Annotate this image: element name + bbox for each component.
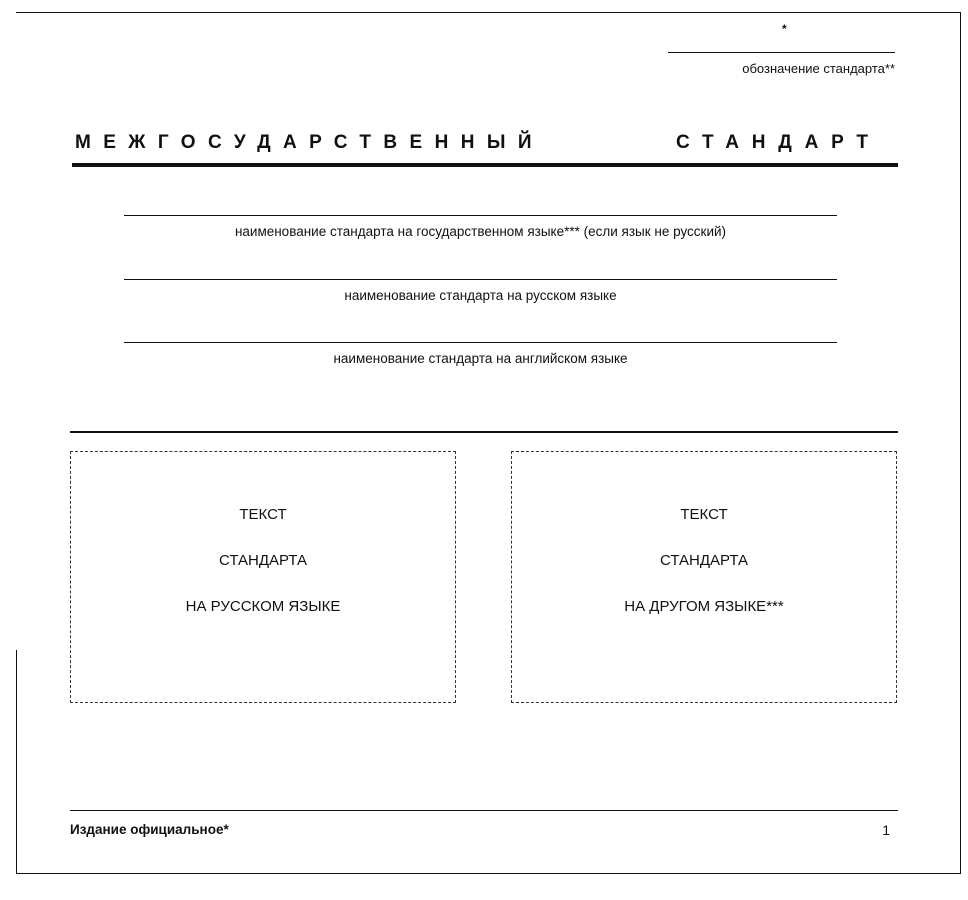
section-separator — [70, 431, 898, 433]
russian-box-line-3: НА РУССКОМ ЯЗЫКЕ — [185, 598, 341, 615]
other-box-line-1: ТЕКСТ — [680, 506, 728, 523]
designation-line — [668, 52, 895, 53]
state-language-name-line — [124, 215, 837, 216]
russian-box-line-2: СТАНДАРТА — [218, 552, 307, 569]
russian-text-box — [70, 451, 456, 703]
official-edition-label: Издание официальное* — [70, 822, 229, 837]
russian-name-label: наименование стандарта на русском языке — [344, 288, 617, 303]
other-box-line-3: НА ДРУГОМ ЯЗЫКЕ*** — [624, 598, 784, 615]
designation-label: обозначение стандарта** — [742, 61, 895, 76]
page-number: 1 — [882, 822, 890, 838]
other-language-text-box — [511, 451, 897, 703]
heading-word-standard: СТАНДАРТ — [676, 132, 881, 153]
footer-rule — [70, 810, 898, 811]
russian-name-line — [124, 279, 837, 280]
designation-star: * — [782, 22, 787, 36]
page-left-edge — [16, 650, 17, 874]
english-name-label: наименование стандарта на английском языке — [333, 351, 628, 366]
russian-box-line-1: ТЕКСТ — [239, 506, 287, 523]
other-box-line-2: СТАНДАРТА — [659, 552, 748, 569]
heading-rule — [72, 163, 898, 167]
heading-word-interstate: МЕЖГОСУДАРСТВЕННЫЙ — [75, 132, 544, 153]
state-language-name-label: наименование стандарта на государственном языке*** (если язык не русский) — [234, 224, 727, 239]
english-name-line — [124, 342, 837, 343]
